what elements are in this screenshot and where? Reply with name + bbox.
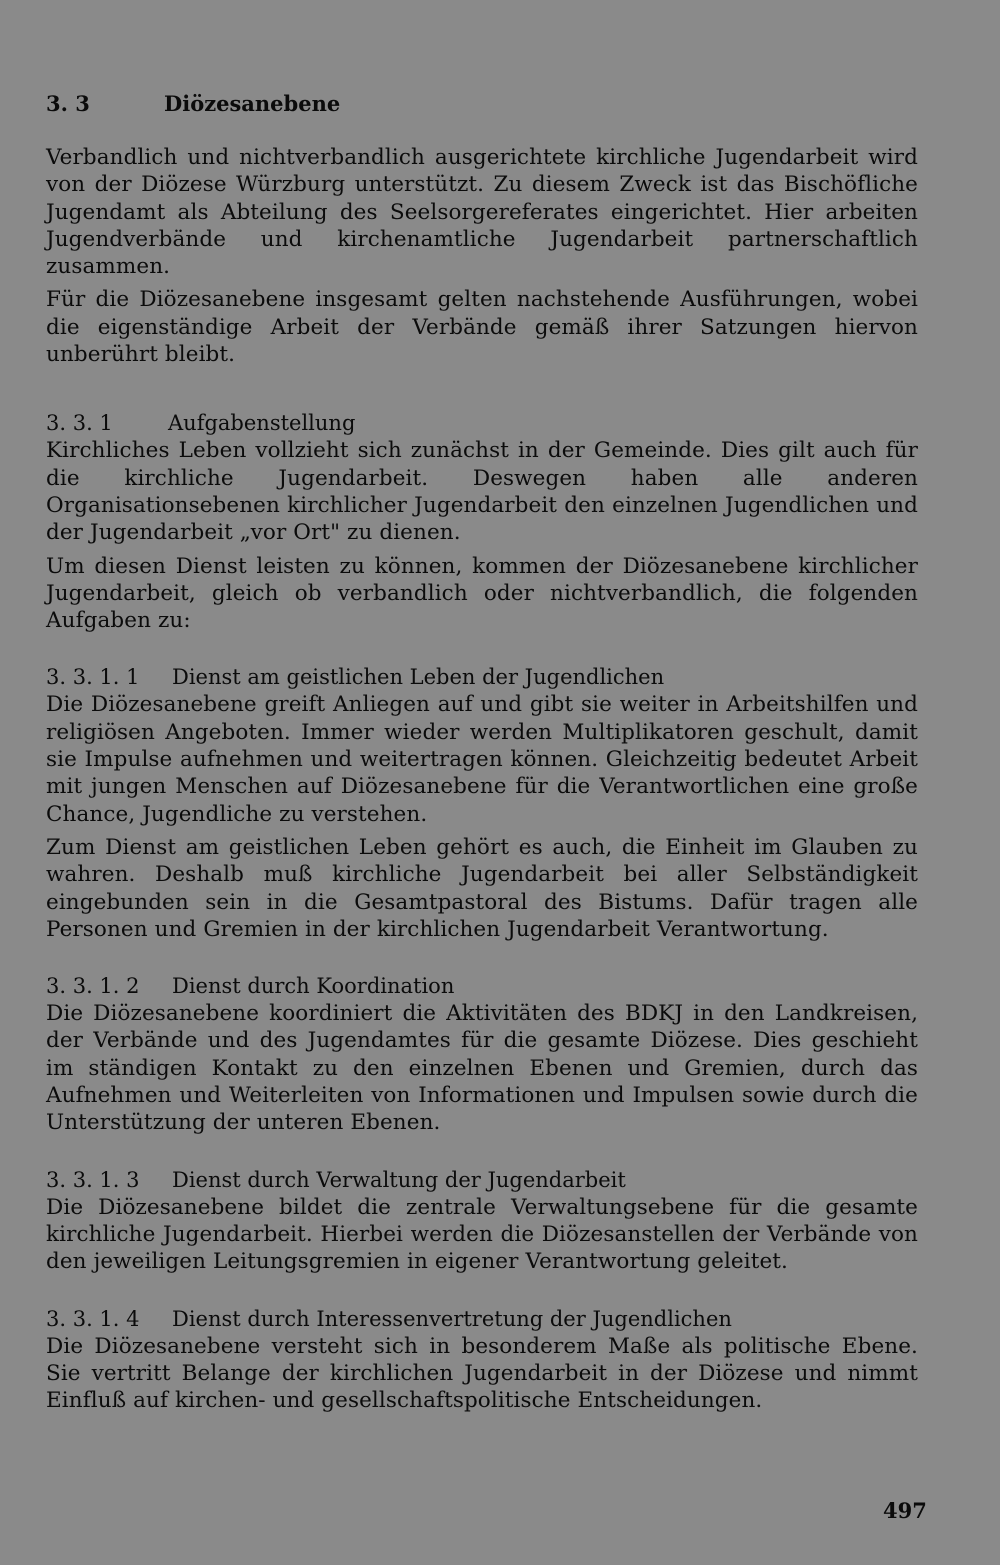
subsection-number: 3. 3. 1. 2 bbox=[46, 974, 140, 999]
subsection-number: 3. 3. 1. 3 bbox=[46, 1167, 140, 1192]
body-paragraph: Um diesen Dienst leisten zu können, kommen der Diözesanebene kirchlicher Jugendarbeit, gleich ob verbandlich oder nichtverbandlich, die folgenden Aufgaben zu: bbox=[46, 553, 918, 634]
subsection-verwaltung bbox=[46, 1167, 918, 1276]
subsection-heading bbox=[46, 410, 918, 437]
body-paragraph: Die Diözesanebene versteht sich in besonderem Maße als politische Ebene. Sie vertritt Belange der kirchlichen Jugendarbeit in der Diözese und nimmt Einfluß auf kirchen- und gesellschaftspolitische Entscheidungen. bbox=[46, 1333, 918, 1414]
subsection-aufgabenstellung bbox=[46, 410, 918, 634]
section-number: 3. 3 bbox=[46, 91, 90, 116]
body-paragraph: Die Diözesanebene greift Anliegen auf und gibt sie weiter in Arbeitshilfen und religiösen Angeboten. Immer wieder werden Multiplikatoren geschult, damit sie Impulse aufnehmen und weitertragen können. Gleichzeitig bedeutet Arbeit mit jungen Menschen auf Diözesanebene für die Verantwortlichen eine große Chance, Jugendliche zu verstehen. bbox=[46, 692, 918, 827]
page-number: 497 bbox=[883, 1498, 927, 1523]
subsection-heading bbox=[46, 973, 918, 1000]
document-page bbox=[46, 90, 918, 1414]
body-paragraph: Die Diözesanebene bildet die zentrale Verwaltungsebene für die gesamte kirchliche Jugendarbeit. Hierbei werden die Diözesanstellen der Verbände von den jeweiligen Leitungsgremien in eigener Verantwortung geleitet. bbox=[46, 1194, 918, 1275]
subsection-koordination bbox=[46, 973, 918, 1136]
subsection-number: 3. 3. 1 bbox=[46, 411, 113, 436]
subsection-interessenvertretung bbox=[46, 1306, 918, 1415]
subsection-heading bbox=[46, 1306, 918, 1333]
subsection-geistliches-leben bbox=[46, 664, 918, 943]
intro-paragraph: Für die Diözesanebene insgesamt gelten nachstehende Ausführungen, wobei die eigenständige Arbeit der Verbände gemäß ihrer Satzungen hiervon unberührt bleibt. bbox=[46, 287, 918, 368]
subsection-heading bbox=[46, 664, 918, 691]
subsection-title: Dienst durch Verwaltung der Jugendarbeit bbox=[172, 1167, 626, 1192]
body-paragraph: Kirchliches Leben vollzieht sich zunächst in der Gemeinde. Dies gilt auch für die kirchliche Jugendarbeit. Deswegen haben alle anderen Organisationsebenen kirchlicher Jugendarbeit den einzelnen Jugendlichen und der Jugendarbeit „vor Ort" zu dienen. bbox=[46, 438, 918, 546]
subsection-number: 3. 3. 1. 4 bbox=[46, 1306, 140, 1331]
subsection-number: 3. 3. 1. 1 bbox=[46, 665, 140, 690]
section-heading bbox=[46, 90, 918, 118]
subsection-title: Dienst durch Interessenvertretung der Jugendlichen bbox=[172, 1306, 732, 1331]
subsection-title: Dienst am geistlichen Leben der Jugendlichen bbox=[172, 665, 665, 690]
subsection-heading bbox=[46, 1167, 918, 1194]
body-paragraph: Die Diözesanebene koordiniert die Aktivitäten des BDKJ in den Landkreisen, der Verbände und des Jugendamtes für die gesamte Diözese. Dies geschieht im ständigen Kontakt zu den einzelnen Ebenen und Gremien, durch das Aufnehmen und Weiterleiten von Informationen und Impulsen sowie durch die Unterstützung der unteren Ebenen. bbox=[46, 1001, 918, 1136]
subsection-title: Dienst durch Koordination bbox=[172, 974, 455, 999]
body-paragraph: Zum Dienst am geistlichen Leben gehört es auch, die Einheit im Glauben zu wahren. Deshalb muß kirchliche Jugendarbeit bei aller Selbständigkeit eingebunden sein in die Gesamtpastoral des Bistums. Dafür tragen alle Personen und Gremien in der kirchlichen Jugendarbeit Verantwortung. bbox=[46, 834, 918, 942]
section-title: Diözesanebene bbox=[164, 91, 341, 116]
intro-paragraph: Verbandlich und nichtverbandlich ausgerichtete kirchliche Jugendarbeit wird von der Diözese Würzburg unterstützt. Zu diesem Zweck ist das Bischöfliche Jugendamt als Abteilung des Seelsorgereferates eingerichtet. Hier arbeiten Jugendverbände und kirchenamtliche Jugendarbeit partnerschaftlich zusammen. bbox=[46, 145, 918, 280]
subsection-title: Aufgabenstellung bbox=[168, 411, 356, 436]
